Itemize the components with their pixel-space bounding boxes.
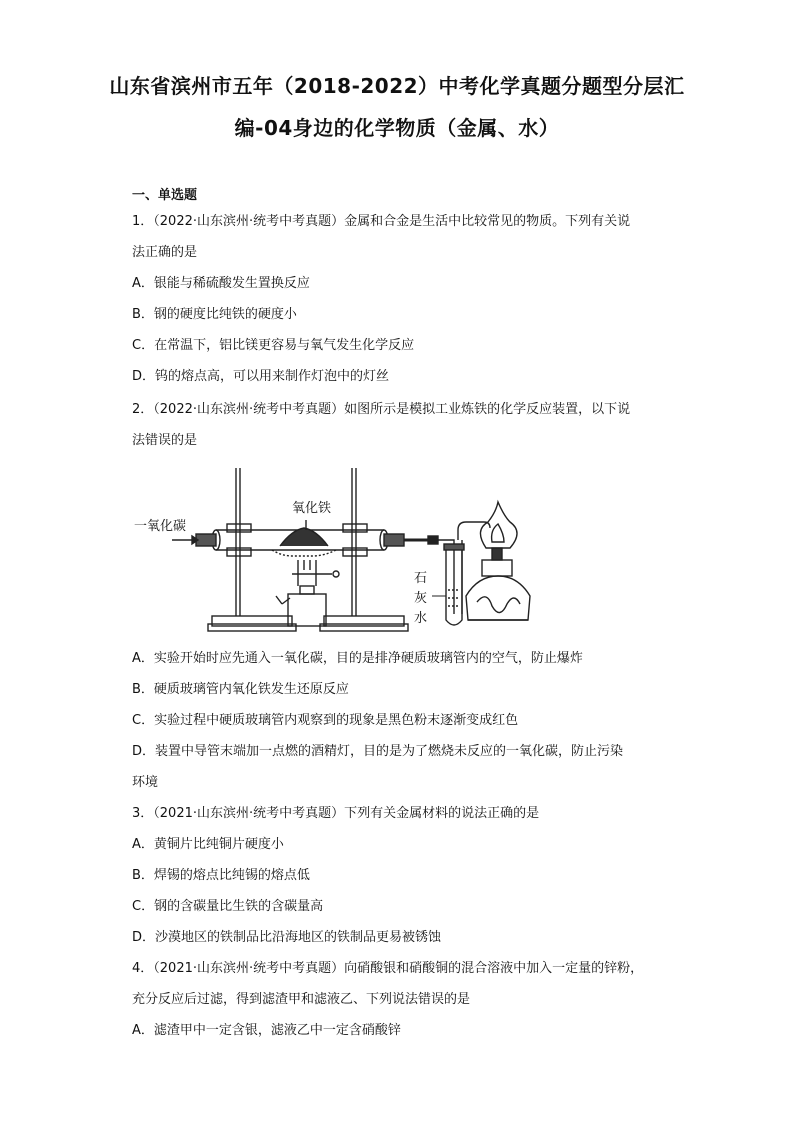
q1-option-d: D．钨的熔点高，可以用来制作灯泡中的灯丝 <box>132 369 390 384</box>
label-limewater-3: 水 <box>414 611 428 626</box>
q2-option-b: B．硬质玻璃管内氧化铁发生还原反应 <box>132 682 349 697</box>
document-title-line2: 编-04身边的化学物质（金属、水） <box>234 116 560 140</box>
q1-option-b: B．钢的硬度比纯铁的硬度小 <box>132 307 297 322</box>
q4-stem-line1: 4．（2021·山东滨州·统考中考真题）向硝酸银和硝酸铜的混合溶液中加入一定量的锌粉， <box>132 961 644 976</box>
label-iron-oxide: 氧化铁 <box>292 501 332 516</box>
q3-option-d: D．沙漠地区的铁制品比沿海地区的铁制品更易被锈蚀 <box>132 930 442 945</box>
q4-option-a: A．滤渣甲中一定含银，滤液乙中一定含硝酸锌 <box>132 1023 401 1038</box>
iron-smelting-apparatus-diagram <box>132 464 612 639</box>
section-heading: 一、单选题 <box>132 188 198 203</box>
q3-option-b: B．焊锡的熔点比纯锡的熔点低 <box>132 868 310 883</box>
q2-option-c: C．实验过程中硬质玻璃管内观察到的现象是黑色粉末逐渐变成红色 <box>132 713 519 728</box>
q1-stem-line2: 法正确的是 <box>132 245 198 260</box>
q4-stem-line2: 充分反应后过滤，得到滤渣甲和滤液乙、下列说法错误的是 <box>132 992 471 1007</box>
label-limewater-2: 灰 <box>414 591 428 606</box>
q2-option-d-line2: 环境 <box>132 775 159 790</box>
q3-stem: 3．（2021·山东滨州·统考中考真题）下列有关金属材料的说法正确的是 <box>132 806 540 821</box>
q2-option-a: A．实验开始时应先通入一氧化碳，目的是排净硬质玻璃管内的空气，防止爆炸 <box>132 651 583 666</box>
q1-option-c: C．在常温下，铝比镁更容易与氧气发生化学反应 <box>132 338 415 353</box>
q3-option-c: C．钢的含碳量比生铁的含碳量高 <box>132 899 324 914</box>
label-carbon-monoxide: 一氧化碳 <box>134 519 187 534</box>
q2-stem-line1: 2．（2022·山东滨州·统考中考真题）如图所示是模拟工业炼铁的化学反应装置，以下说 <box>132 402 631 417</box>
q2-stem-line2: 法错误的是 <box>132 433 198 448</box>
q2-option-d-line1: D．装置中导管末端加一点燃的酒精灯，目的是为了燃烧未反应的一氧化碳，防止污染 <box>132 744 624 759</box>
label-limewater-1: 石 <box>414 571 428 586</box>
q1-option-a: A．银能与稀硫酸发生置换反应 <box>132 276 310 291</box>
document-title-line1: 山东省滨州市五年（2018-2022）中考化学真题分题型分层汇 <box>109 74 685 98</box>
q3-option-a: A．黄铜片比纯铜片硬度小 <box>132 837 284 852</box>
q1-stem-line1: 1．（2022·山东滨州·统考中考真题）金属和合金是生活中比较常见的物质。下列有关说 <box>132 214 631 229</box>
